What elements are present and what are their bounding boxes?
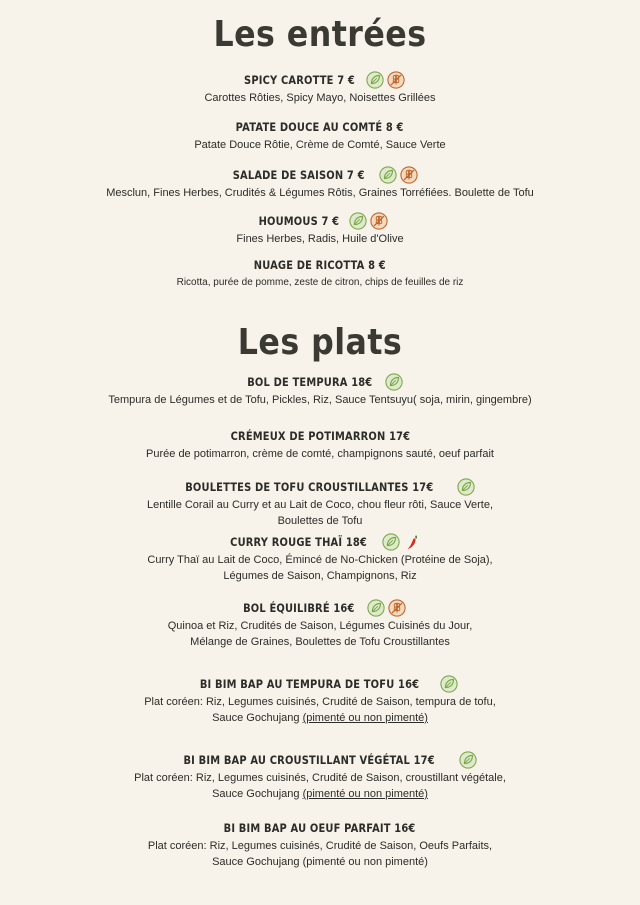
gluten-free-icon bbox=[370, 212, 388, 230]
item-description: Tempura de Légumes et de Tofu, Pickles, Riz, Sauce Tentsuyu( soja, mirin, gingembre) bbox=[108, 394, 532, 406]
item-description-line-2 bbox=[0, 786, 640, 802]
menu-item-bol-de-tempura bbox=[0, 372, 640, 408]
vegan-leaf-icon bbox=[382, 533, 400, 551]
item-name: BOL ÉQUILIBRÉ 16€ bbox=[243, 601, 355, 615]
vegan-leaf-icon bbox=[379, 166, 397, 184]
vegan-leaf-icon bbox=[349, 212, 367, 230]
item-description-line-2: Légumes de Saison, Champignons, Riz bbox=[223, 570, 417, 582]
item-description: Ricotta, purée de pomme, zeste de citron, chips de feuilles de riz bbox=[176, 277, 464, 288]
item-description: Carottes Rôties, Spicy Mayo, Noisettes Grillées bbox=[204, 92, 436, 104]
item-name: BI BIM BAP AU OEUF PARFAIT 16€ bbox=[224, 821, 416, 835]
vegan-leaf-icon bbox=[385, 373, 403, 391]
item-name: BOULETTES DE TOFU CROUSTILLANTES 17€ bbox=[185, 480, 434, 494]
item-description-line-2 bbox=[0, 710, 640, 726]
menu-item-patate-douce bbox=[0, 117, 640, 153]
menu-item-nuage-de-ricotta bbox=[0, 255, 640, 291]
menu-item-bibimbap-croustillant bbox=[0, 750, 640, 802]
item-name: PATATE DOUCE AU COMTÉ 8 € bbox=[236, 120, 404, 134]
vegan-leaf-icon bbox=[459, 751, 477, 769]
item-description-line-1: Curry Thaï au Lait de Coco, Émincé de No-Chicken (Protéine de Soja), bbox=[147, 554, 493, 566]
item-description-line-1: Plat coréen: Riz, Legumes cuisinés, Crudité de Saison, croustillant végétale, bbox=[134, 772, 506, 784]
vegan-leaf-icon bbox=[457, 478, 475, 496]
section-title-plats: Les plats bbox=[237, 322, 403, 363]
gluten-free-icon bbox=[400, 166, 418, 184]
item-description-line-1: Plat coréen: Riz, Legumes cuisinés, Crudité de Saison, tempura de tofu, bbox=[144, 696, 496, 708]
section-title-entrees: Les entrées bbox=[213, 14, 427, 55]
item-name: SPICY CAROTTE 7 € bbox=[243, 73, 355, 87]
menu-item-boulettes-de-tofu bbox=[0, 477, 640, 529]
item-description: Fines Herbes, Radis, Huile d'Olive bbox=[236, 233, 404, 245]
vegan-leaf-icon bbox=[366, 71, 384, 89]
item-description: Mesclun, Fines Herbes, Crudités & Légumes Rôtis, Graines Torréfiées. Boulette de Tofu bbox=[106, 187, 534, 199]
item-name: SALADE DE SAISON 7 € bbox=[233, 168, 365, 182]
menu-item-houmous bbox=[0, 211, 640, 247]
chili-pepper-icon bbox=[403, 533, 421, 551]
item-name: HOUMOUS 7 € bbox=[258, 214, 340, 228]
gluten-free-icon bbox=[387, 71, 405, 89]
item-description-line-1: Quinoa et Riz, Crudités de Saison, Légumes Cuisinés du Jour, bbox=[167, 620, 473, 632]
vegan-leaf-icon bbox=[367, 599, 385, 617]
sauce-label: Sauce Gochujang bbox=[212, 788, 303, 800]
item-description: Purée de potimarron, crème de comté, champignons sauté, oeuf parfait bbox=[146, 448, 494, 460]
spice-option: (pimenté ou non pimenté) bbox=[302, 712, 428, 724]
item-name: CRÉMEUX DE POTIMARRON 17€ bbox=[230, 429, 410, 443]
spice-option: (pimenté ou non pimenté) bbox=[302, 788, 428, 800]
item-description-line-1: Lentille Corail au Curry et au Lait de Coco, chou fleur rôti, Sauce Verte, bbox=[146, 499, 494, 511]
menu-item-bol-equilibre bbox=[0, 598, 640, 650]
item-description-line-2: Sauce Gochujang (pimenté ou non pimenté) bbox=[212, 856, 428, 868]
item-description-line-2: Mélange de Graines, Boulettes de Tofu Croustillantes bbox=[190, 636, 450, 648]
vegan-leaf-icon bbox=[440, 675, 458, 693]
item-name: BI BIM BAP AU TEMPURA DE TOFU 16€ bbox=[199, 677, 420, 691]
menu-item-curry-rouge-thai bbox=[0, 532, 640, 584]
item-description-line-2: Boulettes de Tofu bbox=[277, 515, 363, 527]
gluten-free-icon bbox=[388, 599, 406, 617]
item-description: Patate Douce Rôtie, Crème de Comté, Sauce Verte bbox=[194, 139, 446, 151]
sauce-label: Sauce Gochujang bbox=[212, 712, 303, 724]
item-name: BOL DE TEMPURA 18€ bbox=[246, 375, 373, 389]
item-name: CURRY ROUGE THAÏ 18€ bbox=[230, 535, 368, 549]
menu-item-salade-de-saison bbox=[0, 165, 640, 201]
item-description-line-1: Plat coréen: Riz, Legumes cuisinés, Crudité de Saison, Oeufs Parfaits, bbox=[147, 840, 493, 852]
menu-item-bibimbap-oeuf-parfait bbox=[0, 818, 640, 870]
item-name: BI BIM BAP AU CROUSTILLANT VÉGÉTAL 17€ bbox=[183, 753, 436, 767]
item-name: NUAGE DE RICOTTA 8 € bbox=[253, 258, 387, 272]
menu-item-bibimbap-tempura bbox=[0, 674, 640, 726]
menu-item-spicy-carotte bbox=[0, 70, 640, 106]
menu-item-cremeux-de-potimarron bbox=[0, 426, 640, 462]
